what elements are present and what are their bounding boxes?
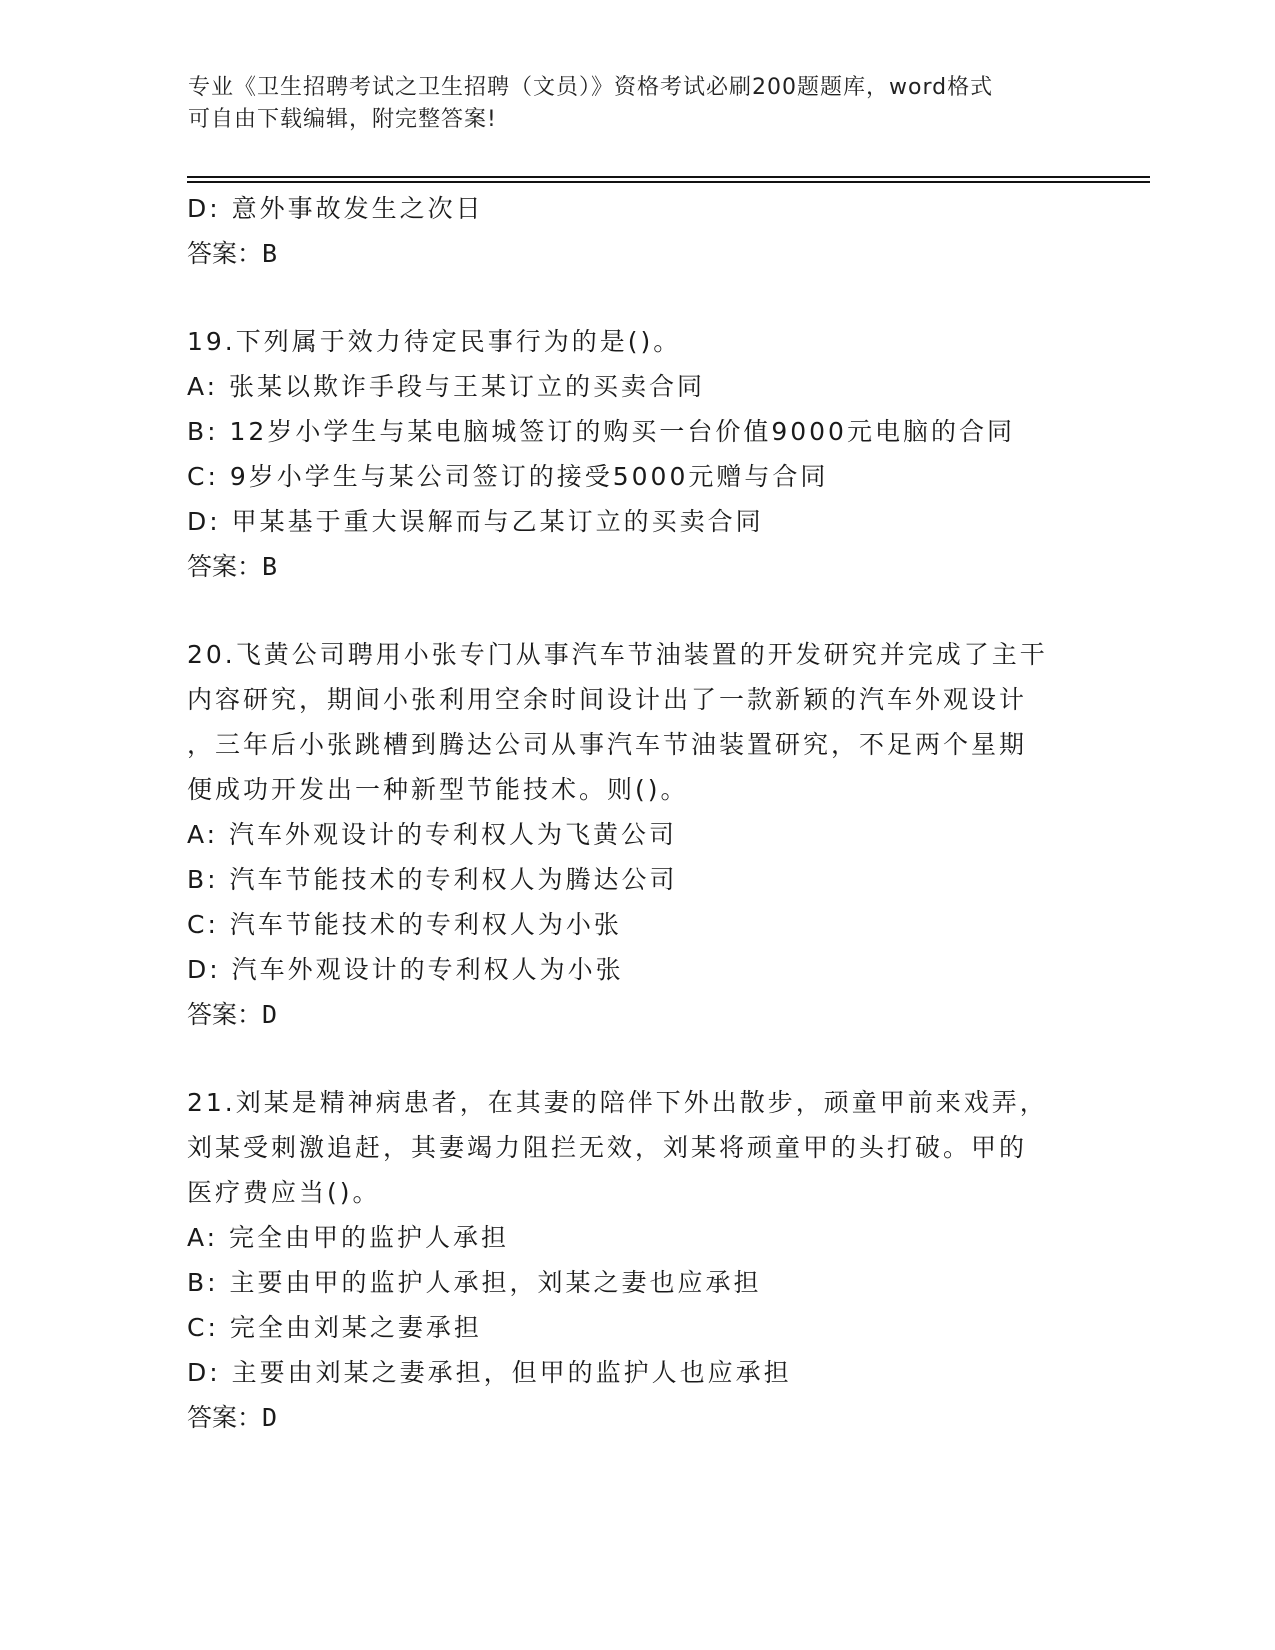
q20-option-d: D: 汽车外观设计的专利权人为小张 xyxy=(187,955,624,984)
header-divider-bottom xyxy=(187,181,1150,183)
q20-stem-line: 内容研究，期间小张利用空余时间设计出了一款新颖的汽车外观设计 xyxy=(187,685,1028,714)
header-divider-top xyxy=(187,176,1150,178)
header-line-2: 可自由下载编辑，附完整答案! xyxy=(188,107,497,132)
q19-answer: 答案：B xyxy=(187,552,278,581)
q21-answer: 答案：D xyxy=(187,1403,278,1432)
q20-option-b: B: 汽车节能技术的专利权人为腾达公司 xyxy=(187,865,678,894)
question-19 xyxy=(187,319,1087,590)
q19-option-a: A: 张某以欺诈手段与王某订立的买卖合同 xyxy=(187,372,706,401)
q20-option-c: C: 汽车节能技术的专利权人为小张 xyxy=(187,910,622,939)
header-line-1: 专业《卫生招聘考试之卫生招聘（文员）》资格考试必刷200题题库，word格式 xyxy=(188,75,994,100)
question-21 xyxy=(187,1080,1087,1441)
spacer xyxy=(187,1038,1087,1080)
q20-answer: 答案：D xyxy=(187,1000,278,1029)
document-header xyxy=(188,72,1068,136)
q19-stem-line: 19.下列属于效力待定民事行为的是()。 xyxy=(187,327,682,356)
q21-option-d: D: 主要由刘某之妻承担，但甲的监护人也应承担 xyxy=(187,1358,792,1387)
q21-stem-line: 刘某受刺激追赶，其妻竭力阻拦无效，刘某将顽童甲的头打破。甲的 xyxy=(187,1133,1028,1162)
q19-option-d: D: 甲某基于重大误解而与乙某订立的买卖合同 xyxy=(187,507,764,536)
question-content xyxy=(187,186,1087,1441)
q21-option-b: B: 主要由甲的监护人承担，刘某之妻也应承担 xyxy=(187,1268,762,1297)
q18-answer: 答案：B xyxy=(187,239,278,268)
q21-option-a: A: 完全由甲的监护人承担 xyxy=(187,1223,510,1252)
q20-stem-line: ，三年后小张跳槽到腾达公司从事汽车节油装置研究，不足两个星期 xyxy=(187,730,1028,759)
q20-option-a: A: 汽车外观设计的专利权人为飞黄公司 xyxy=(187,820,678,849)
q21-option-c: C: 完全由刘某之妻承担 xyxy=(187,1313,482,1342)
q19-option-c: C: 9岁小学生与某公司签订的接受5000元赠与合同 xyxy=(187,462,829,491)
q21-stem-line: 21.刘某是精神病患者，在其妻的陪伴下外出散步，顽童甲前来戏弄， xyxy=(187,1088,1048,1117)
q19-option-b: B: 12岁小学生与某电脑城签订的购买一台价值9000元电脑的合同 xyxy=(187,417,1015,446)
spacer xyxy=(187,590,1087,632)
q18-option-d: D: 意外事故发生之次日 xyxy=(187,194,484,223)
question-20 xyxy=(187,632,1087,1038)
spacer xyxy=(187,277,1087,319)
q20-stem-line: 便成功开发出一种新型节能技术。则()。 xyxy=(187,775,689,804)
q20-stem-line: 20.飞黄公司聘用小张专门从事汽车节油装置的开发研究并完成了主干 xyxy=(187,640,1048,669)
q21-stem-line: 医疗费应当()。 xyxy=(187,1178,381,1207)
